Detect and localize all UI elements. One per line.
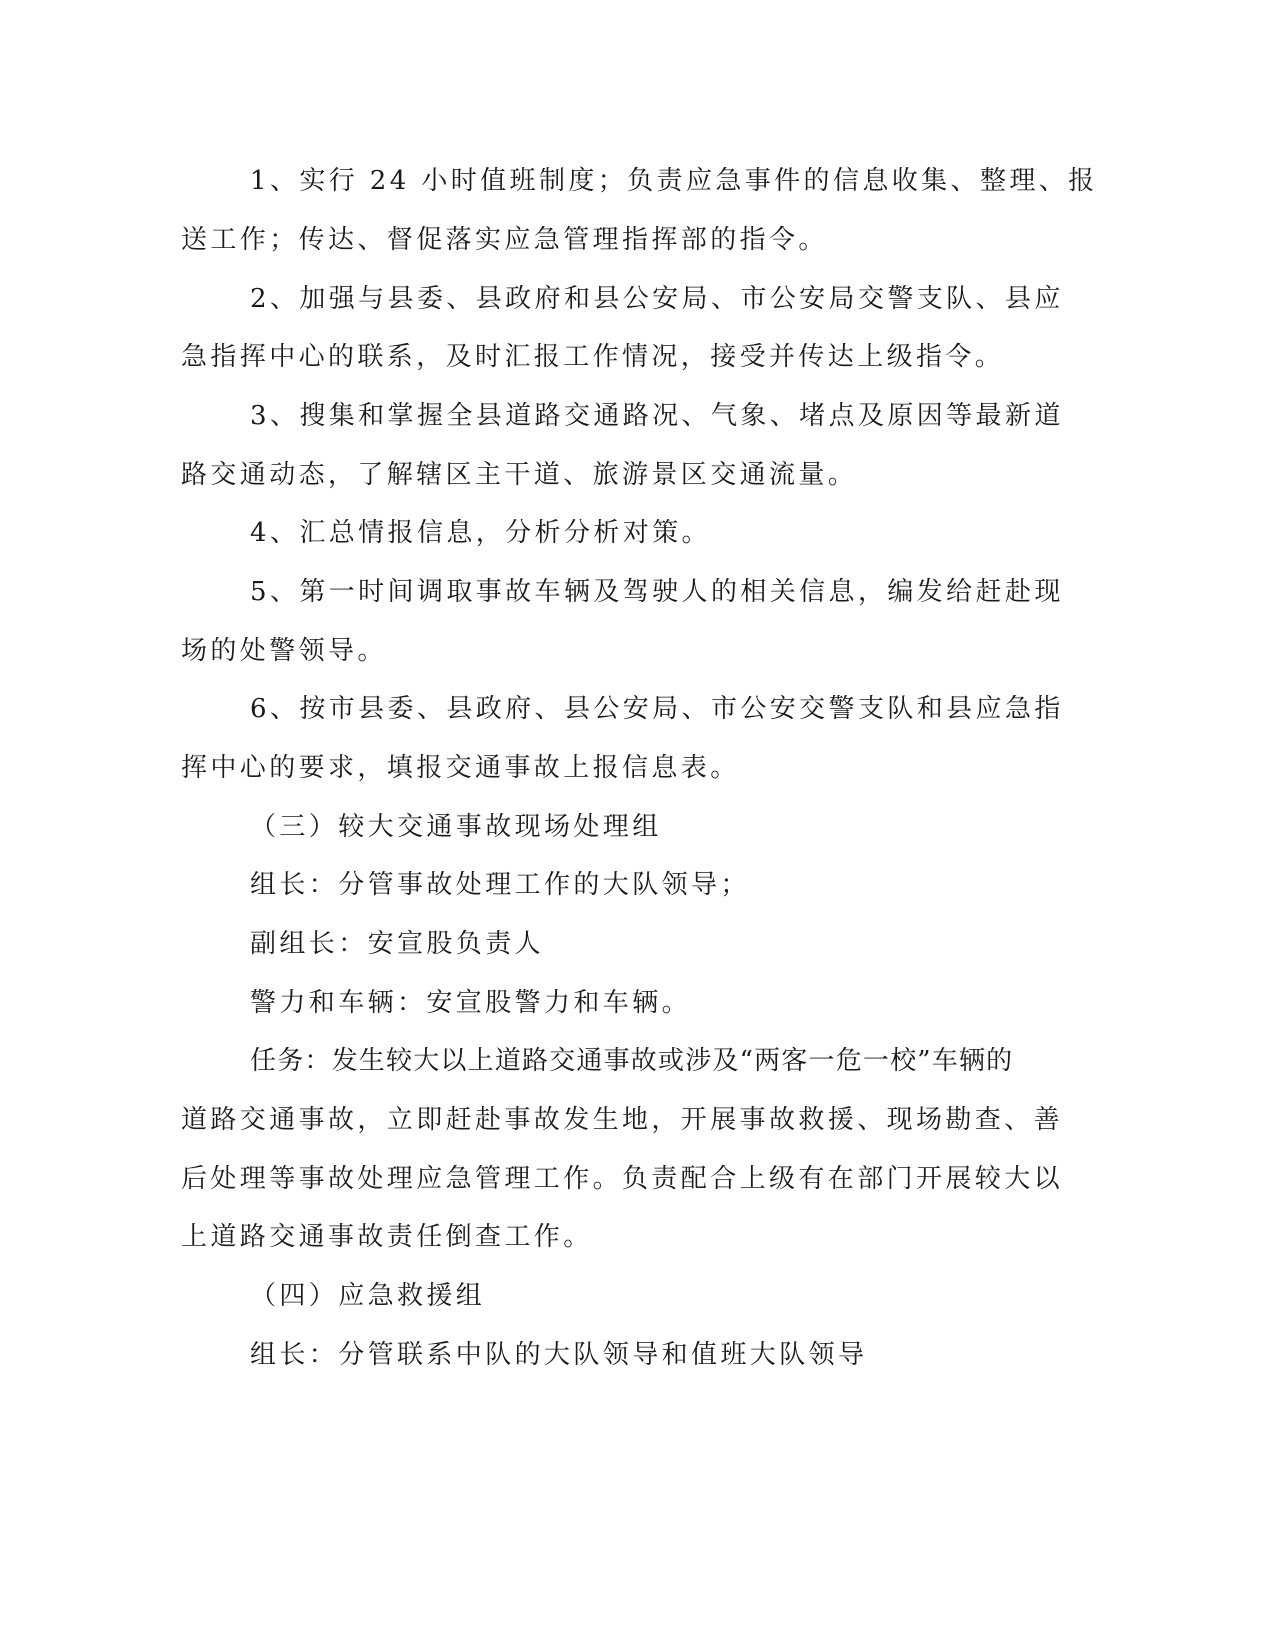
group-leader: 组长：分管事故处理工作的大队领导； [250,870,750,900]
task-line-1: 任务：发生较大以上道路交通事故或涉及“两客一危一校”车辆的 [250,1046,1014,1076]
task-line-3: 后处理等事故处理应急管理工作。负责配合上级有在部门开展较大以 [181,1164,1064,1194]
duty-item-6-line-1: 6、按市县委、县政府、县公安局、市公安交警支队和县应急指 [250,694,1064,724]
section-heading-4: （四）应急救援组 [250,1281,486,1311]
duty-item-2-line-1: 2、加强与县委、县政府和县公安局、市公安局交警支队、县应 [250,284,1064,314]
task-line-2: 道路交通事故，立即赶赴事故发生地，开展事故救援、现场勘查、善 [181,1105,1064,1135]
duty-item-4: 4、汇总情报信息，分析分析对策。 [250,518,711,548]
duty-item-1-line-2: 送工作；传达、督促落实应急管理指挥部的指令。 [181,225,828,255]
police-and-vehicles: 警力和车辆：安宣股警力和车辆。 [250,988,692,1018]
duty-item-2-line-2: 急指挥中心的联系，及时汇报工作情况，接受并传达上级指令。 [181,342,1005,372]
rescue-group-leader: 组长：分管联系中队的大队领导和值班大队领导 [250,1340,868,1370]
task-line-4: 上道路交通事故责任倒查工作。 [181,1222,593,1252]
duty-item-1-line-1: 1、实行 24 小时值班制度；负责应急事件的信息收集、整理、报 [250,166,1098,196]
duty-item-3-line-2: 路交通动态，了解辖区主干道、旅游景区交通流量。 [181,460,858,490]
duty-item-5-line-2: 场的处警领导。 [181,636,387,666]
section-heading-3: （三）较大交通事故现场处理组 [250,812,662,842]
duty-item-3-line-1: 3、搜集和掌握全县道路交通路况、气象、堵点及原因等最新道 [250,401,1064,431]
duty-item-5-line-1: 5、第一时间调取事故车辆及驾驶人的相关信息，编发给赶赴现 [250,577,1064,607]
deputy-group-leader: 副组长：安宣股负责人 [250,929,545,959]
duty-item-6-line-2: 挥中心的要求，填报交通事故上报信息表。 [181,753,740,783]
